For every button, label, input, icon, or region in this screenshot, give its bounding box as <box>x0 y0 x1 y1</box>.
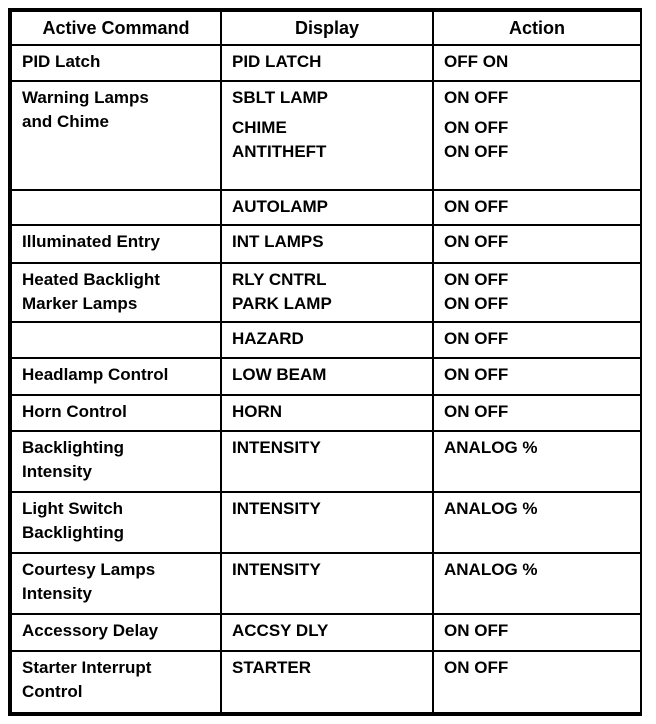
display-cell <box>221 358 433 395</box>
table-row <box>11 651 641 713</box>
table-row <box>11 81 641 190</box>
display-cell <box>221 651 433 713</box>
active-command-cell <box>11 190 221 225</box>
cell-text: ON OFF <box>444 232 509 252</box>
display-cell <box>221 322 433 358</box>
display-cell <box>221 395 433 430</box>
table-row <box>11 322 641 358</box>
cell-text: Warning Lamps <box>22 88 149 108</box>
cell-text: Accessory Delay <box>22 620 159 640</box>
cell-text: ON OFF <box>444 329 509 349</box>
active-command-cell <box>11 358 221 395</box>
command-table <box>10 10 642 714</box>
cell-text: Backlighting <box>22 523 125 543</box>
cell-text: AUTOLAMP <box>232 197 329 217</box>
display-cell <box>221 431 433 493</box>
display-cell <box>221 553 433 614</box>
table-row <box>11 358 641 395</box>
cell-text: Backlighting <box>22 437 125 457</box>
cell-text: Heated Backlight <box>22 269 160 289</box>
action-cell <box>433 651 641 713</box>
cell-text: Starter Interrupt <box>22 658 152 678</box>
cell-text: Courtesy Lamps <box>22 560 156 580</box>
action-cell <box>433 492 641 553</box>
action-cell <box>433 431 641 493</box>
cell-text: ANALOG % <box>444 499 538 519</box>
display-cell <box>221 81 433 190</box>
active-command-cell <box>11 651 221 713</box>
table-body <box>11 45 641 713</box>
active-command-cell <box>11 81 221 190</box>
table-row <box>11 431 641 493</box>
table-row <box>11 395 641 430</box>
cell-text: PID Latch <box>22 52 101 71</box>
active-command-cell <box>11 225 221 262</box>
cell-text: ON OFF <box>444 142 509 162</box>
cell-text: INTENSITY <box>232 437 321 457</box>
table-row <box>11 492 641 553</box>
active-command-cell <box>11 395 221 430</box>
cell-text: INT LAMPS <box>232 232 324 252</box>
cell-text: ON OFF <box>444 88 509 108</box>
cell-text: ON OFF <box>444 197 509 217</box>
cell-text: ON OFF <box>444 658 509 678</box>
action-cell <box>433 190 641 225</box>
cell-text: OFF ON <box>444 52 509 71</box>
cell-text: STARTER <box>232 658 312 678</box>
table-row <box>11 45 641 81</box>
cell-text: ON OFF <box>444 118 509 138</box>
active-command-cell <box>11 431 221 493</box>
cell-text: Light Switch <box>22 499 124 519</box>
cell-text: Intensity <box>22 461 92 481</box>
table-row <box>11 225 641 262</box>
cell-text: PID LATCH <box>232 52 322 71</box>
table-row <box>11 553 641 614</box>
table-row <box>11 614 641 651</box>
cell-text: CHIME <box>232 118 287 138</box>
active-command-cell <box>11 263 221 323</box>
cell-text: ANALOG % <box>444 560 538 580</box>
display-cell <box>221 190 433 225</box>
cell-text: ON OFF <box>444 293 509 313</box>
cell-text: Marker Lamps <box>22 293 138 313</box>
cell-text: INTENSITY <box>232 499 321 519</box>
action-cell <box>433 358 641 395</box>
cell-text: ON OFF <box>444 620 509 640</box>
header-display: Display <box>221 11 433 45</box>
display-cell <box>221 225 433 262</box>
header-active-command: Active Command <box>11 11 221 45</box>
cell-text: HAZARD <box>232 329 304 349</box>
cell-text: ANTITHEFT <box>232 142 327 162</box>
display-cell <box>221 263 433 323</box>
cell-text: RLY CNTRL <box>232 269 327 289</box>
action-cell <box>433 322 641 358</box>
action-cell <box>433 263 641 323</box>
cell-text: INTENSITY <box>232 560 321 580</box>
table-row <box>11 263 641 323</box>
cell-text: SBLT LAMP <box>232 88 329 108</box>
action-cell <box>433 614 641 651</box>
active-command-cell <box>11 553 221 614</box>
header-action: Action <box>433 11 641 45</box>
display-cell <box>221 45 433 81</box>
cell-text: HORN <box>232 402 283 422</box>
active-command-cell <box>11 322 221 358</box>
action-cell <box>433 395 641 430</box>
cell-text: Horn Control <box>22 402 127 422</box>
active-command-cell <box>11 45 221 81</box>
table-row <box>11 190 641 225</box>
action-cell <box>433 81 641 190</box>
display-cell <box>221 614 433 651</box>
action-cell <box>433 45 641 81</box>
active-command-cell <box>11 492 221 553</box>
cell-text: PARK LAMP <box>232 293 332 313</box>
cell-text: ACCSY DLY <box>232 620 329 640</box>
cell-text: ON OFF <box>444 402 509 422</box>
cell-text: ANALOG % <box>444 437 538 457</box>
cell-text: Control <box>22 682 83 702</box>
display-cell <box>221 492 433 553</box>
cell-text: ON OFF <box>444 365 509 385</box>
cell-text: LOW BEAM <box>232 365 327 385</box>
command-table-frame <box>8 8 642 716</box>
active-command-cell <box>11 614 221 651</box>
cell-text: Headlamp Control <box>22 365 169 385</box>
header-row <box>11 11 641 45</box>
cell-text: and Chime <box>22 112 109 132</box>
cell-text: Intensity <box>22 584 92 604</box>
cell-text: Illuminated Entry <box>22 232 160 252</box>
action-cell <box>433 553 641 614</box>
action-cell <box>433 225 641 262</box>
cell-text: ON OFF <box>444 269 509 289</box>
